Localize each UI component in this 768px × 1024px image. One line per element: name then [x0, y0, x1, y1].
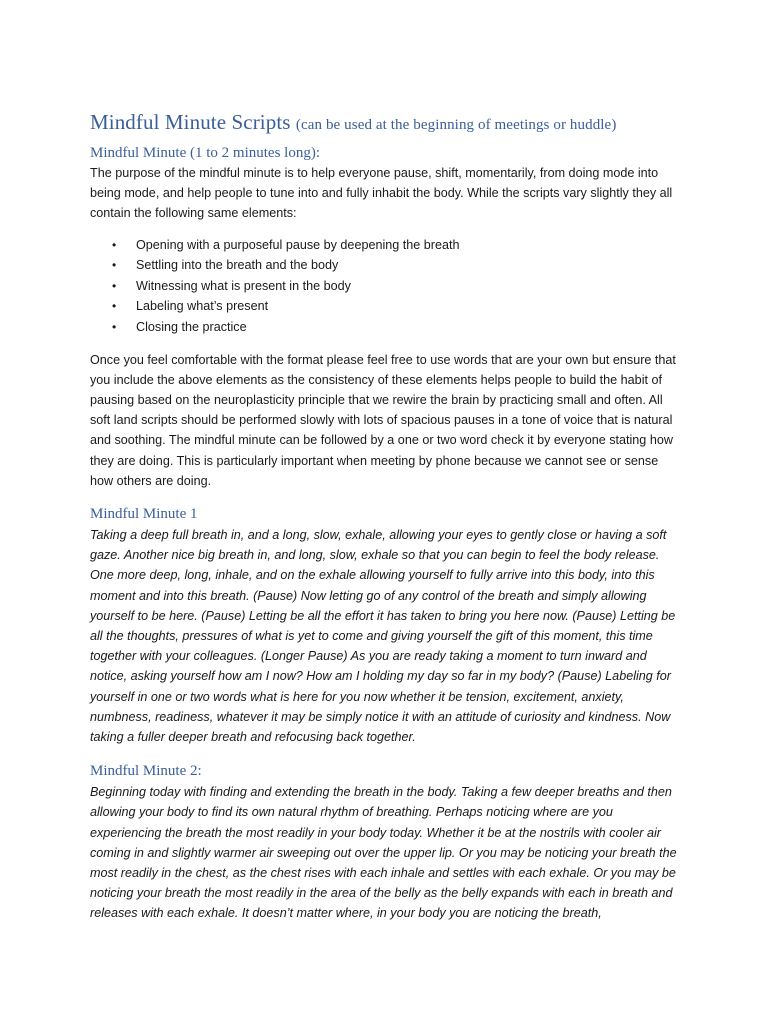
document-title — [90, 108, 680, 139]
list-item — [90, 235, 680, 256]
script2-heading: Mindful Minute 2: — [90, 763, 202, 780]
script2-text: Beginning today with finding and extending the breath in the body. Taking a few deeper breaths and then allowing your body to find its own natural rhythm of breathing. Perhaps noticing where are you experiencing the breath the most readily in your body today. Whether it be at the nostrils with cooler air coming in and slightly warmer air sweeping out over the upper lip. Or you may be noticing your breath the most readily in the chest, as the chest rises with each inhale and settles with each exhale. Or you may be noticing your breath the most readily in the area of the belly as the belly expands with each in breath and releases with each exhale. It doesn’t matter where, in your body you are noticing the breath, — [90, 785, 677, 921]
list-item-text: Witnessing what is present in the body — [136, 278, 351, 293]
bullet-icon: • — [112, 278, 117, 293]
list-item-text: Settling into the breath and the body — [136, 258, 339, 273]
title-note: (can be used at the beginning of meetings or huddle) — [295, 117, 617, 133]
bullet-icon: • — [112, 237, 117, 252]
list-item — [90, 255, 680, 276]
intro-paragraph: The purpose of the mindful minute is to help everyone pause, shift, momentarily, from doing mode into being mode, and help people to tune into and fully inhabit the body. While the scripts vary slightly they all contain the following same elements: — [90, 166, 673, 221]
script1-text: Taking a deep full breath in, and a long, slow, exhale, allowing your eyes to gently close or having a soft gaze. Another nice big breath in, and long, slow, exhale so that you can begin to feel the body release. One more deep, long, inhale, and on the exhale allowing yourself to fully arrive into this body, into this moment and into this breath. (Pause) Now letting go of any control of the breath and simply allowing yourself to be here. (Pause) Letting be all the effort it has taken to bring you here now. (Pause) Letting be all the thoughts, pressures of what is yet to come and giving yourself the gift of this moment, this time together with your colleagues. (Longer Pause) As you are ready taking a moment to turn inward and notice, asking yourself how am I now? How am I holding my day so far in my body? (Pause) Labeling for yourself in one or two words what is here for you now whether it be tension, excitement, anxiety, numbness, readiness, whatever it may be simply notice it with an attitude of curiosity and kindness. Now taking a fuller deeper breath and refocusing back together. — [90, 528, 676, 745]
elements-list — [90, 235, 680, 338]
list-item-text: Opening with a purposeful pause by deepening the breath — [136, 237, 460, 252]
bullet-icon: • — [112, 319, 117, 334]
script1-heading: Mindful Minute 1 — [90, 506, 198, 522]
document-body — [90, 108, 680, 924]
format-paragraph: Once you feel comfortable with the format please feel free to use words that are your own but ensure that you include the above elements as the consistency of these elements helps people to build the habit of pausing based on the neuroplasticity principle that we rewire the brain by practicing small and often. All soft land scripts should be performed slowly with lots of spacious pauses in a tone of voice that is natural and soothing. The mindful minute can be followed by a one or two word check it by everyone stating how they are doing. This is particularly important when meeting by phone because we cannot see or sense how others are doing. — [90, 352, 676, 488]
list-item — [90, 276, 680, 297]
list-item — [90, 296, 680, 317]
list-item — [90, 317, 680, 338]
bullet-icon: • — [112, 258, 117, 273]
title-text: Mindful Minute Scripts — [90, 110, 291, 134]
list-item-text: Labeling what’s present — [136, 299, 269, 314]
list-item-text: Closing the practice — [136, 319, 247, 334]
bullet-icon: • — [112, 299, 117, 314]
intro-heading: Mindful Minute (1 to 2 minutes long): — [90, 145, 320, 161]
